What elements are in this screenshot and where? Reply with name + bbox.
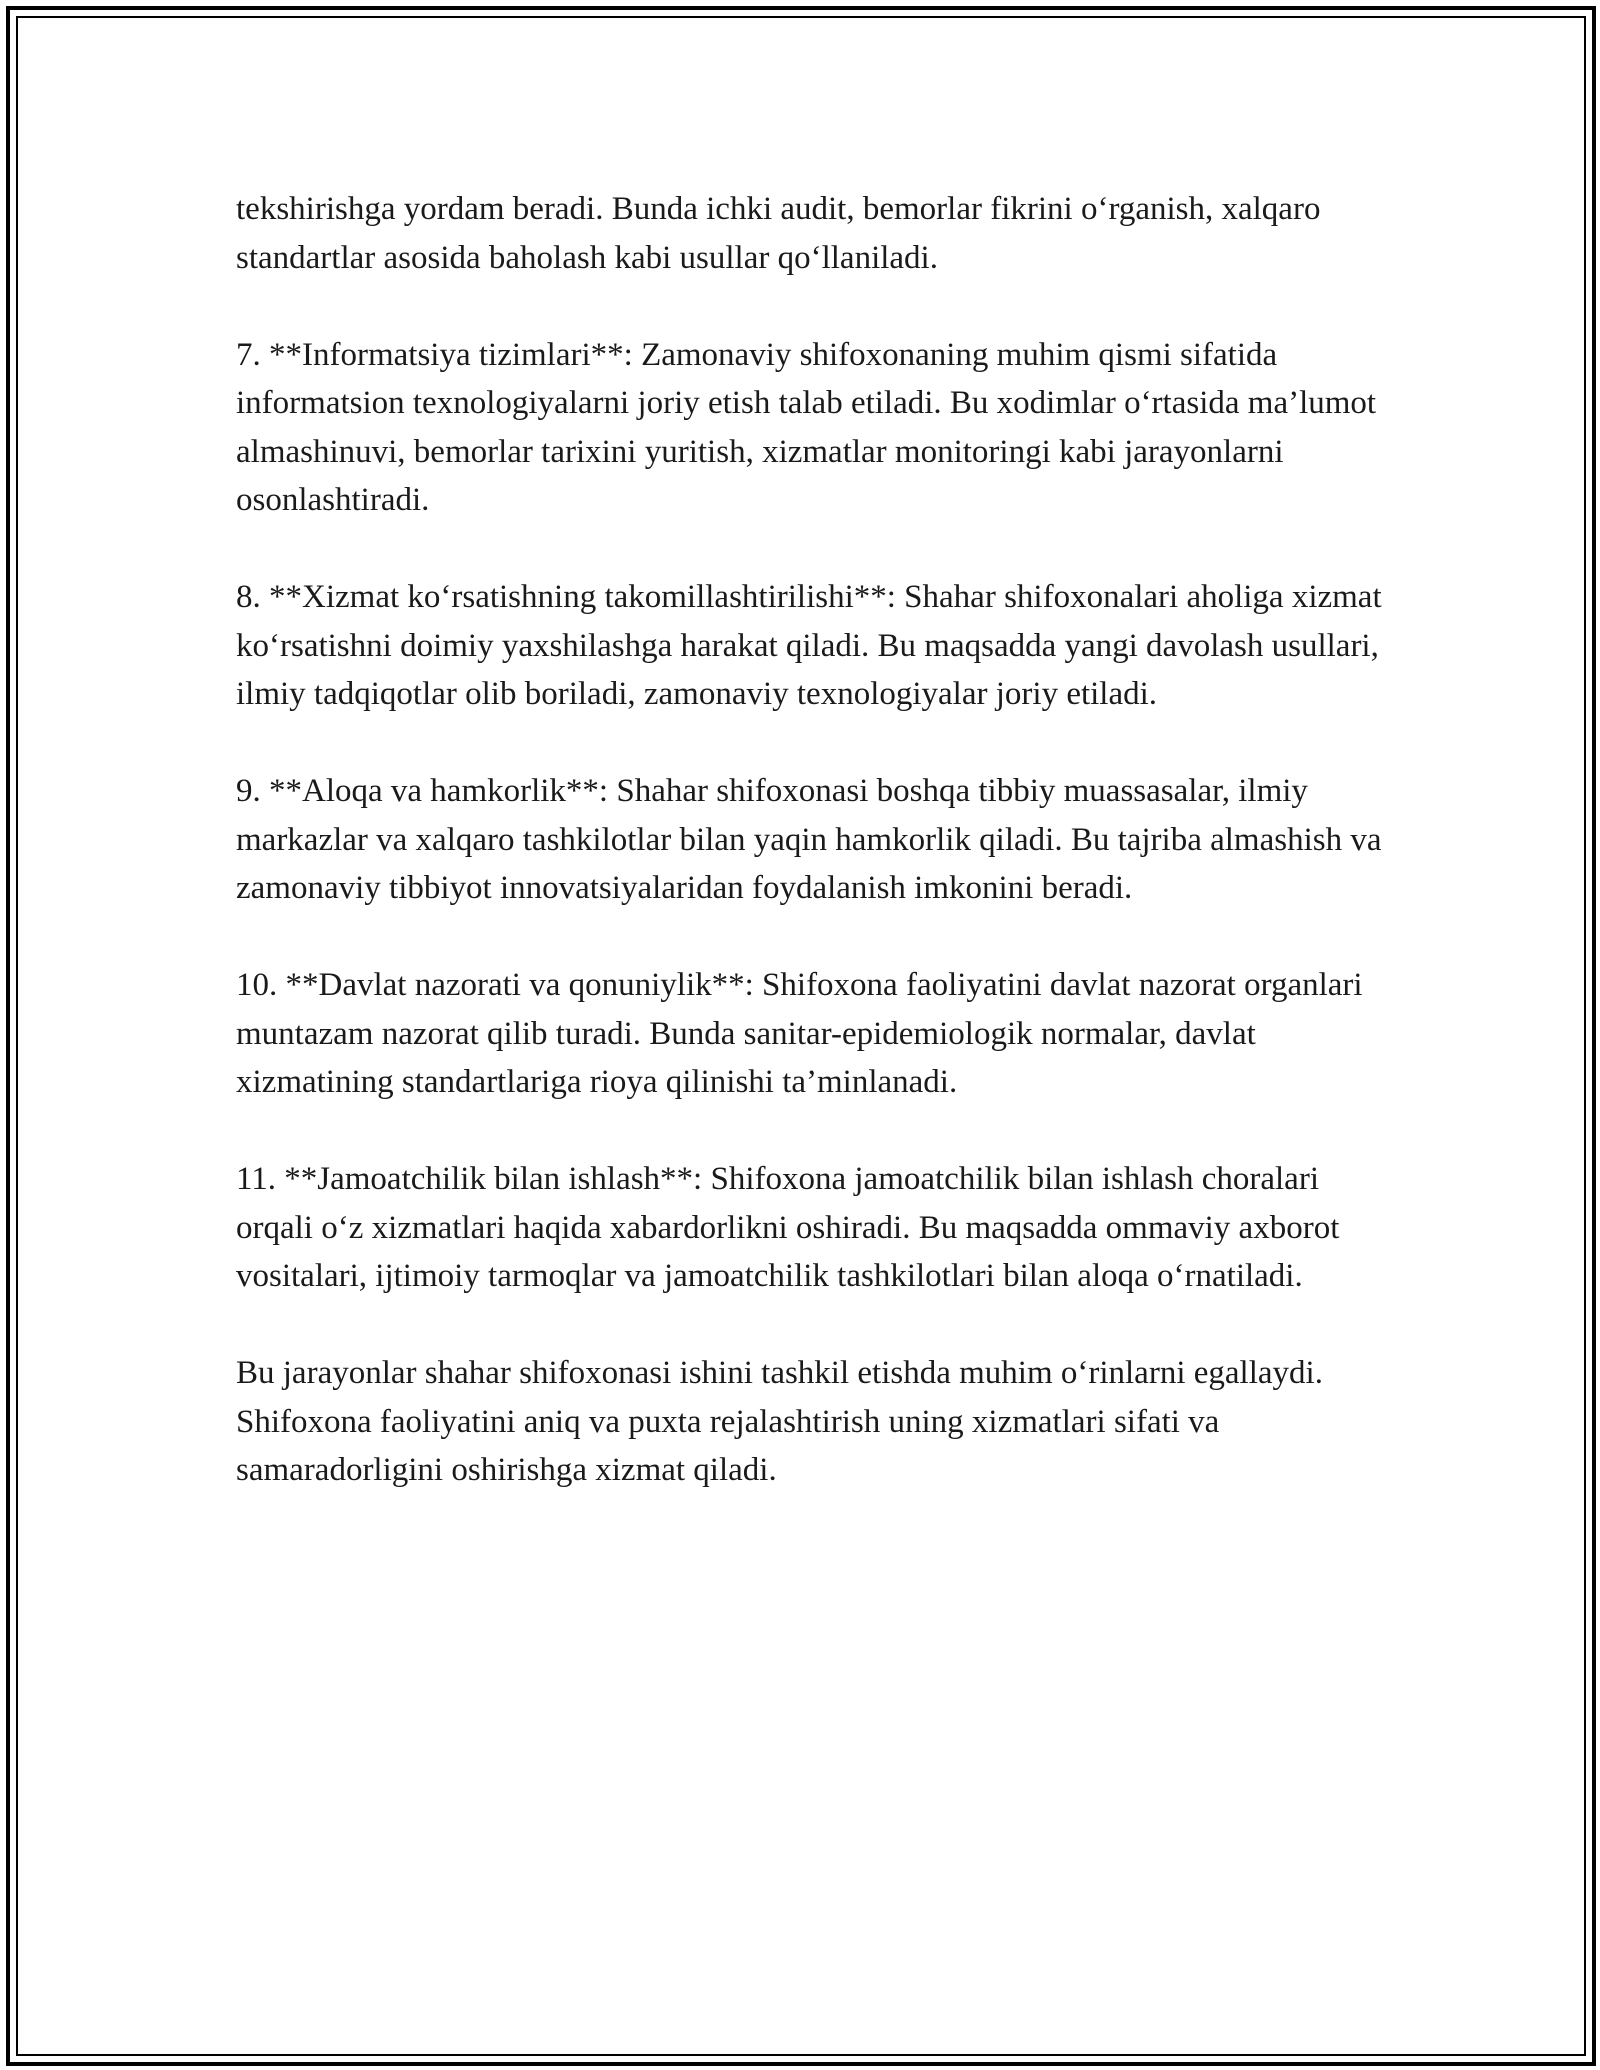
paragraph-item-10: 10. **Davlat nazorati va qonuniylik**: Shifoxona faoliyatini davlat nazorat organlari muntazam nazorat qilib turadi. Bunda sanitar-epidemiologik normalar, davlat xizmatining standartlariga rioya qilinishi ta’minlanadi. xyxy=(236,967,1363,1100)
paragraph-item-7: 7. **Informatsiya tizimlari**: Zamonaviy shifoxonaning muhim qismi sifatida informatsion texnologiyalarni joriy etish talab etiladi. Bu xodimlar o‘rtasida ma’lumot almashinuvi, bemorlar tarixini yuritish, xizmatlar monitoringi kabi jarayonlarni osonlashtiradi. xyxy=(236,336,1377,518)
paragraph-item-8: 8. **Xizmat ko‘rsatishning takomillashtirilishi**: Shahar shifoxonalari aholiga xizmat ko‘rsatishni doimiy yaxshilashga harakat qiladi. Bu maqsadda yangi davolash usullari, ilmiy tadqiqotlar olib boriladi, zamonaviy texnologiyalar joriy etiladi. xyxy=(236,579,1382,712)
document-body xyxy=(236,185,1386,1543)
paragraph-item-11: 11. **Jamoatchilik bilan ishlash**: Shifoxona jamoatchilik bilan ishlash choralari orqali o‘z xizmatlari haqida xabardorlikni oshiradi. Bu maqsadda ommaviy axborot vositalari, ijtimoiy tarmoqlar va jamoatchilik tashkilotlari bilan aloqa o‘rnatiladi. xyxy=(236,1161,1340,1294)
paragraph-item-9: 9. **Aloqa va hamkorlik**: Shahar shifoxonasi boshqa tibbiy muassasalar, ilmiy markazlar va xalqaro tashkilotlar bilan yaqin hamkorlik qiladi. Bu tajriba almashish va zamonaviy tibbiyot innovatsiyalaridan foydalanish imkonini beradi. xyxy=(236,773,1382,906)
paragraph-continuation: tekshirishga yordam beradi. Bunda ichki audit, bemorlar fikrini o‘rganish, xalqaro standartlar asosida baholash kabi usullar qo‘llaniladi. xyxy=(236,191,1321,276)
paragraph-conclusion: Bu jarayonlar shahar shifoxonasi ishini tashkil etishda muhim o‘rinlarni egallaydi. Shifoxona faoliyatini aniq va puxta rejalashtirish uning xizmatlari sifati va samaradorligini oshirishga xizmat qiladi. xyxy=(236,1355,1323,1488)
